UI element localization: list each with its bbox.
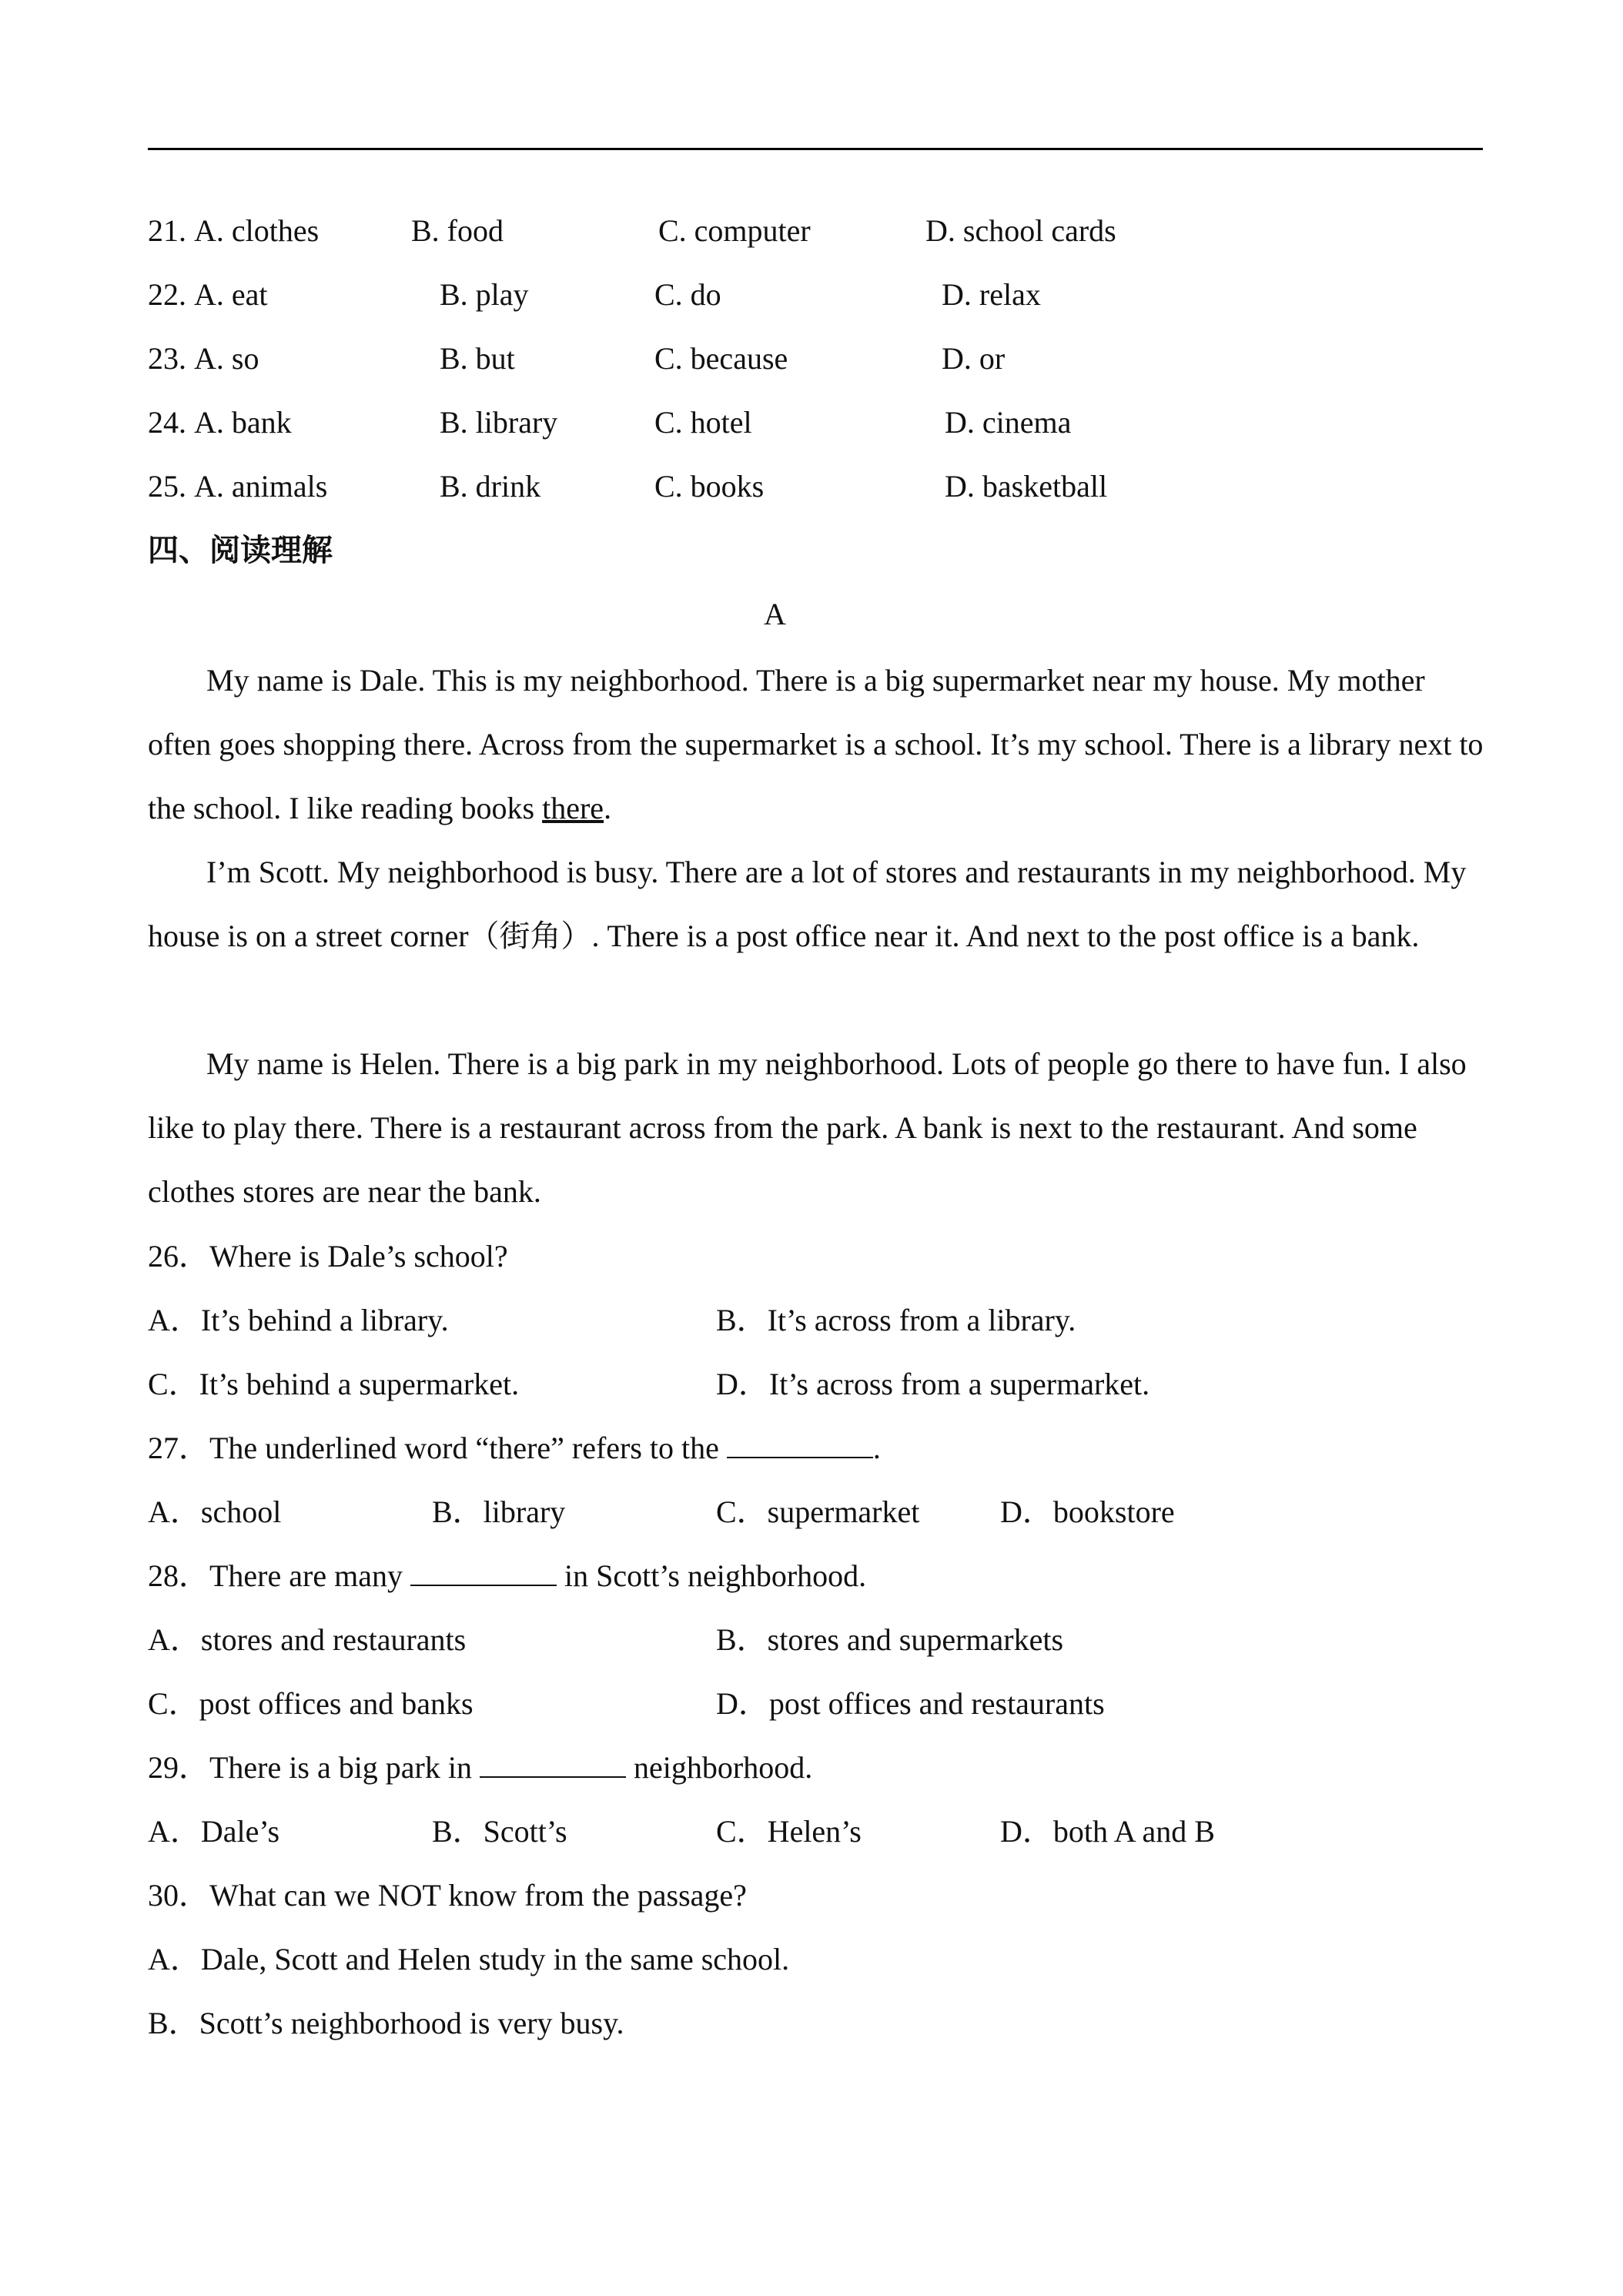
- cloze-21-option-c: C. computer: [658, 213, 811, 248]
- cloze-24-option-a: A. bank: [194, 405, 292, 440]
- cloze-24-option-b: B. library: [440, 405, 558, 440]
- question-30-stem: 30．What can we NOT know from the passage?: [148, 1878, 747, 1913]
- cloze-25-number: 25.: [148, 469, 186, 504]
- cloze-21-option-b: B. food: [411, 213, 504, 248]
- question-26-stem: 26．Where is Dale’s school?: [148, 1239, 508, 1274]
- cloze-22-option-c: C. do: [654, 277, 721, 312]
- question-29-stem-end: neighborhood.: [626, 1750, 813, 1785]
- underlined-word-there: there: [542, 791, 604, 825]
- question-27-stem: [148, 1428, 881, 1468]
- question-27-option-c: C．supermarket: [716, 1494, 920, 1529]
- cloze-22-option-b: B. play: [440, 277, 529, 312]
- question-27-stem-text: 27．The underlined word “there” refers to the: [148, 1431, 727, 1465]
- cloze-22-number: 22.: [148, 277, 186, 312]
- question-26-option-a: A．It’s behind a library.: [148, 1303, 449, 1337]
- answer-blank: [480, 1750, 626, 1778]
- answer-blank: [410, 1558, 557, 1586]
- question-27-option-b: B．library: [432, 1494, 566, 1529]
- passage-paragraph-helen: My name is Helen. There is a big park in my neighborhood. Lots of people go there to have fun. I also like to play there. There is a restaurant across from the park. A bank is next to the restaurant. And some clothes stores are near the bank.: [148, 1046, 1467, 1209]
- passage-label: A: [764, 597, 786, 631]
- question-28-stem-end: in Scott’s neighborhood.: [556, 1558, 867, 1593]
- question-27-option-a: A．school: [148, 1494, 282, 1529]
- question-28-option-d: D．post offices and restaurants: [716, 1686, 1105, 1721]
- passage-paragraph-dale: [148, 648, 1487, 840]
- cloze-25-option-b: B. drink: [440, 469, 541, 504]
- question-28-stem: [148, 1556, 866, 1596]
- passage-paragraph-scott: I’m Scott. My neighborhood is busy. There are a lot of stores and restaurants in my neighborhood. My house is on a street corner（街角）. There is a post office near it. And next to the post office is a bank.: [148, 855, 1467, 953]
- question-26-option-c: C．It’s behind a supermarket.: [148, 1367, 520, 1401]
- question-26-option-d: D．It’s across from a supermarket.: [716, 1367, 1150, 1401]
- question-29-option-c: C．Helen’s: [716, 1814, 862, 1849]
- cloze-25-option-c: C. books: [654, 469, 765, 504]
- question-28-option-a: A．stores and restaurants: [148, 1622, 467, 1657]
- cloze-23-option-b: B. but: [440, 341, 515, 376]
- question-29-stem-text: 29．There is a big park in: [148, 1750, 480, 1785]
- cloze-21-option-a: A. clothes: [194, 213, 320, 248]
- cloze-23-option-c: C. because: [654, 341, 788, 376]
- question-28-option-b: B．stores and supermarkets: [716, 1622, 1064, 1657]
- question-27-stem-end: .: [872, 1431, 881, 1465]
- cloze-21-option-d: D. school cards: [925, 213, 1116, 248]
- cloze-24-number: 24.: [148, 405, 186, 440]
- question-26-option-b: B．It’s across from a library.: [716, 1303, 1076, 1337]
- cloze-21-number: 21.: [148, 213, 186, 248]
- question-29-option-a: A．Dale’s: [148, 1814, 280, 1849]
- question-28-stem-text: 28．There are many: [148, 1558, 410, 1593]
- cloze-24-option-c: C. hotel: [654, 405, 752, 440]
- cloze-23-option-d: D. or: [942, 341, 1006, 376]
- passage-dale-text: My name is Dale. This is my neighborhood. There is a big supermarket near my house. My mother often goes shopping there. Across from the supermarket is a school. It’s my school. There is a library next to the school. I like reading books: [148, 663, 1484, 825]
- question-30-option-a: A．Dale, Scott and Helen study in the same school.: [148, 1942, 790, 1976]
- header-rule: [148, 148, 1483, 150]
- question-28-option-c: C．post offices and banks: [148, 1686, 474, 1721]
- question-29-stem: [148, 1748, 812, 1788]
- question-29-option-d: D．both A and B: [1000, 1814, 1215, 1849]
- cloze-25-option-d: D. basketball: [945, 469, 1108, 504]
- question-27-option-d: D．bookstore: [1000, 1494, 1175, 1529]
- cloze-23-option-a: A. so: [194, 341, 259, 376]
- question-29-option-b: B．Scott’s: [432, 1814, 567, 1849]
- answer-blank: [727, 1431, 873, 1458]
- cloze-25-option-a: A. animals: [194, 469, 328, 504]
- question-30-option-b: B．Scott’s neighborhood is very busy.: [148, 2006, 624, 2040]
- cloze-22-option-a: A. eat: [194, 277, 268, 312]
- cloze-22-option-d: D. relax: [942, 277, 1041, 312]
- passage-dale-end: .: [604, 791, 612, 825]
- cloze-23-number: 23.: [148, 341, 186, 376]
- section-title: 四、阅读理解: [148, 533, 333, 568]
- cloze-24-option-d: D. cinema: [945, 405, 1072, 440]
